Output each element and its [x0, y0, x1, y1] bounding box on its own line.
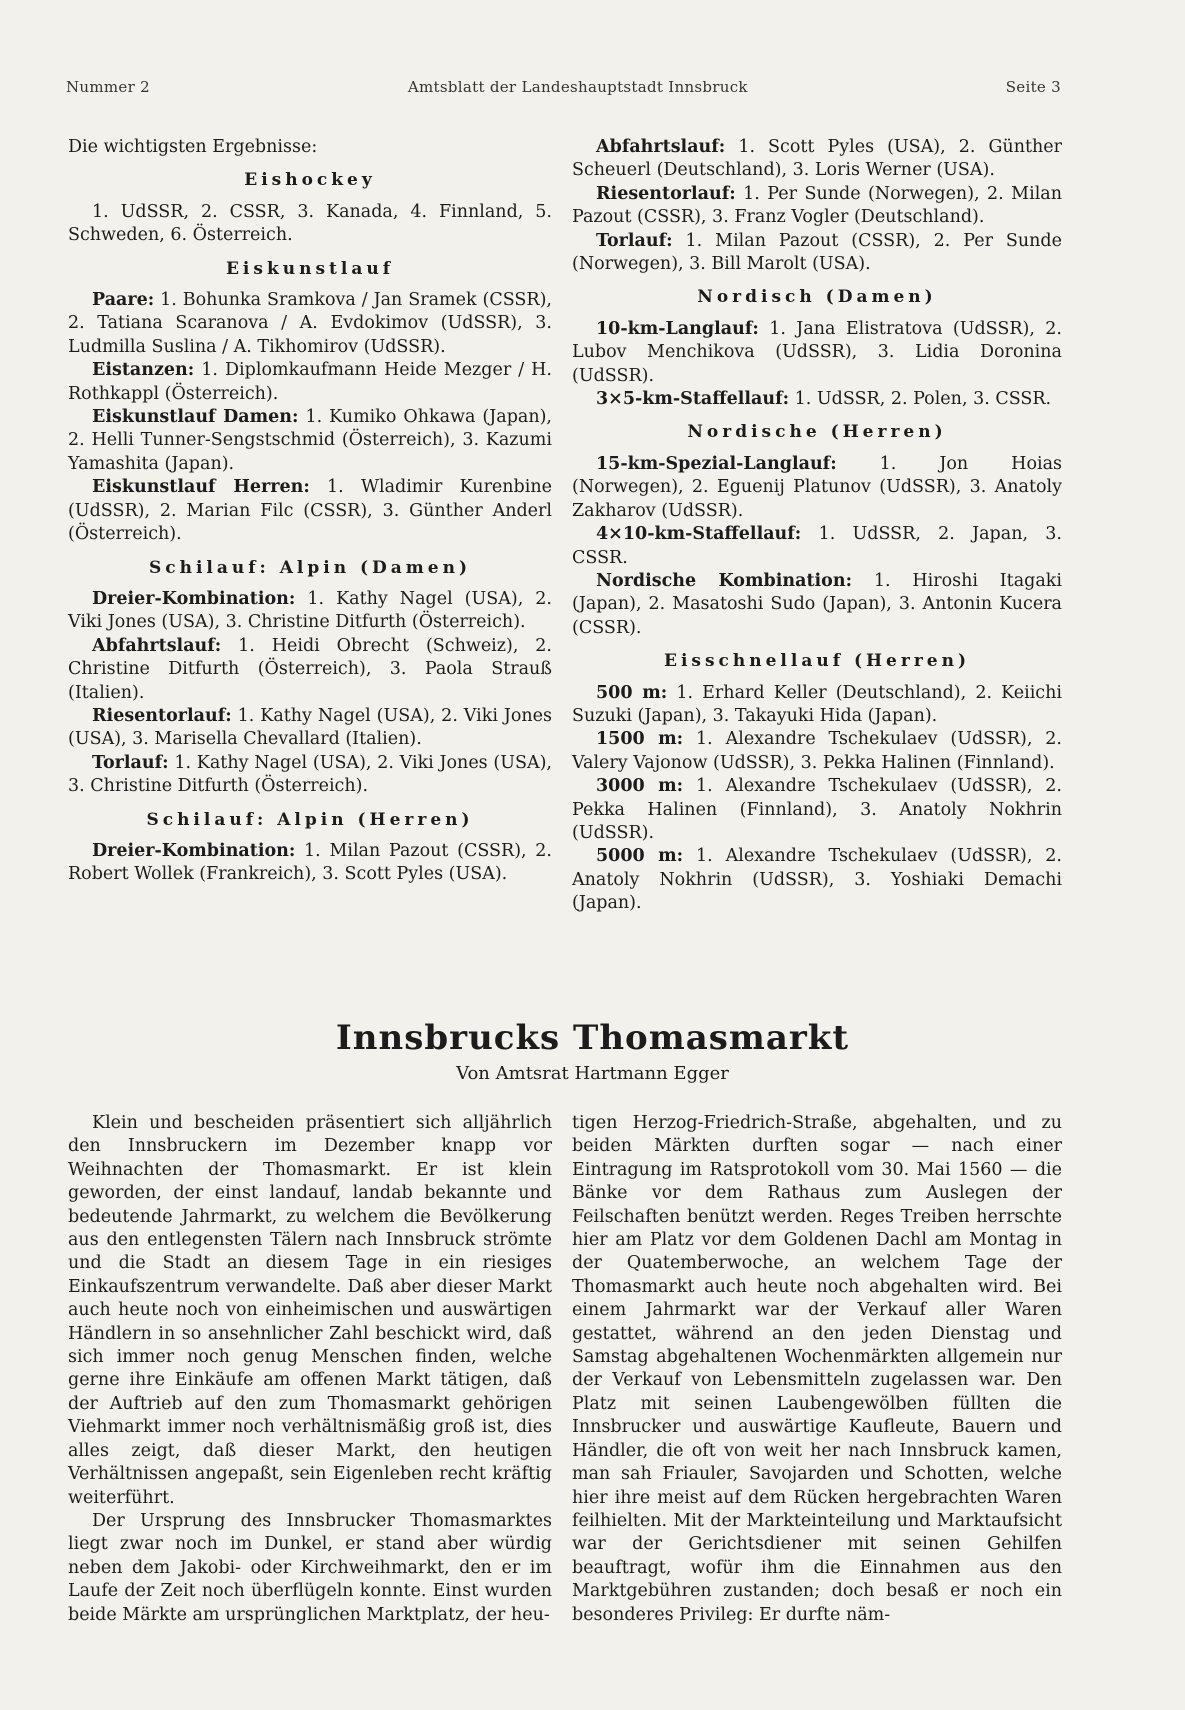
result-entry: 4×10-km-Staffellauf: 1. UdSSR, 2. Japan, 3. CSSR.: [572, 524, 1062, 568]
results-column-right: [572, 136, 1062, 916]
section-heading-nordisch-damen: Nordisch (Damen): [697, 287, 937, 308]
running-header: [66, 78, 1061, 96]
result-entry: Abfahrtslauf: 1. Scott Pyles (USA), 2. Günther Scheuerl (Deutschland), 3. Loris Werner (USA).: [572, 137, 1062, 181]
article-column-left: [68, 1112, 552, 1627]
result-entry: 3000 m: 1. Alexandre Tschekulaev (UdSSR), 2. Pekka Halinen (Finnland), 3. Anatoly Nokhrin (UdSSR).: [572, 776, 1062, 843]
results-column-left: [68, 136, 552, 887]
page-number: Seite 3: [1005, 78, 1061, 96]
section-heading-eishockey: Eishockey: [244, 170, 376, 191]
article-title: Innsbrucks Thomasmarkt: [335, 1018, 850, 1058]
result-entry: Torlauf: 1. Kathy Nagel (USA), 2. Viki Jones (USA), 3. Christine Ditfurth (Österreich).: [68, 752, 552, 797]
result-entry: Dreier-Kombination: 1. Milan Pazout (CSSR), 2. Robert Wollek (Frankreich), 3. Scott Pyles (USA).: [68, 840, 552, 885]
section-heading-eiskunstlauf: Eiskunstlauf: [225, 258, 395, 279]
article-column-right: [572, 1112, 1062, 1627]
result-entry: 10-km-Langlauf: 1. Jana Elistratova (UdSSR), 2. Lubov Menchikova (UdSSR), 3. Lidia Doronina (UdSSR).: [572, 318, 1062, 386]
result-entry: 1500 m: 1. Alexandre Tschekulaev (UdSSR), 2. Valery Vajonow (UdSSR), 3. Pekka Halinen (Finnland).: [572, 729, 1062, 773]
result-entry: Abfahrtslauf: 1. Heidi Obrecht (Schweiz), 2. Christine Ditfurth (Österreich), 3. Paola Strauß (Italien).: [68, 635, 552, 703]
result-entry: 15-km-Spezial-Langlauf: 1. Jon Hoias (Norwegen), 2. Eguenij Platunov (UdSSR), 3. Anatoly Zakharov (UdSSR).: [572, 453, 1062, 521]
result-entry: Dreier-Kombination: 1. Kathy Nagel (USA), 2. Viki Jones (USA), 3. Christine Ditfurth (Österreich).: [68, 588, 552, 633]
results-intro: Die wichtigsten Ergebnisse:: [68, 137, 318, 157]
article-byline: Von Amtsrat Hartmann Egger: [456, 1063, 729, 1084]
result-entry: 5000 m: 1. Alexandre Tschekulaev (UdSSR), 2. Anatoly Nokhrin (UdSSR), 3. Yoshiaki Demachi (Japan).: [572, 846, 1062, 914]
result-entry: Eiskunstlauf Damen: 1. Kumiko Ohkawa (Japan), 2. Helli Tunner-Sengstschmid (Österreich), 3. Kazumi Yamashita (Japan).: [68, 407, 552, 474]
result-entry: Eiskunstlauf Herren: 1. Wladimir Kurenbine (UdSSR), 2. Marian Filc (CSSR), 3. Günther Anderl (Österreich).: [68, 477, 552, 545]
section-heading-alpin-damen: Schilauf: Alpin (Damen): [148, 557, 472, 578]
result-entry: Riesentorlauf: 1. Per Sunde (Norwegen), 2. Milan Pazout (CSSR), 3. Franz Vogler (Deutschland).: [572, 183, 1062, 228]
section-heading-alpin-herren: Schilauf: Alpin (Herren): [146, 809, 474, 830]
result-entry: 3×5-km-Staffellauf: 1. UdSSR, 2. Polen, 3. CSSR.: [596, 389, 1052, 410]
result-entry: Torlauf: 1. Milan Pazout (CSSR), 2. Per Sunde (Norwegen), 3. Bill Marolt (USA).: [572, 230, 1062, 275]
section-heading-nordisch-herren: Nordische (Herren): [687, 422, 947, 443]
result-entry: Nordische Kombination: 1. Hiroshi Itagaki (Japan), 2. Masatoshi Sudo (Japan), 3. Antonin Kucera (CSSR).: [572, 570, 1062, 638]
publication-title: Amtsblatt der Landeshauptstadt Innsbruck: [407, 78, 748, 96]
article-paragraph: tigen Herzog-Friedrich-Straße, abgehalten, und zu beiden Märkten durften sogar — nach einer Eintragung im Ratsprotokoll vom 30. Mai 1560 — die Bänke vor dem Rathaus zum Auslegen der Feilschaften benützt werden. Reges Treiben herrschte hier am Platz vor dem Goldenen Dachl am Montag in der Quatemberwoche, an welchem Tage der Thomasmarkt auch heute noch abgehalten wird. Bei einem Jahrmarkt war der Verkauf aller Waren gestattet, während an den jeden Dienstag und Samstag abgehaltenen Wochenmärkten allgemein nur der Verkauf von Lebensmitteln zugelassen war. Den Platz mit seinen Laubengewölben füllten die Innsbrucker und auswärtige Kaufleute, Bauern und Händler, die oft von weit her nach Innsbruck kamen, man sah Friauler, Savojarden und Schotten, welche hier ihre meist auf dem Rücken hergebrachten Waren feilhielten. Mit der Markteinteilung und Marktaufsicht war der Gerichtsdiener mit seinen Gehilfen beauftragt, wofür ihm die Einnahmen aus den Marktgebühren zustanden; doch besaß er noch ein besonderes Privileg: Er durfte näm-: [572, 1113, 1062, 1625]
result-entry: Paare: 1. Bohunka Sramkova / Jan Sramek (CSSR), 2. Tatiana Scaranova / A. Evdokimov (UdSSR), 3. Ludmilla Suslina / A. Tikhomirov (UdSSR).: [68, 290, 552, 357]
result-entry: Eistanzen: 1. Diplomkaufmann Heide Mezger / H. Rothkappl (Österreich).: [68, 360, 552, 404]
section-heading-eisschnelllauf: Eisschnellauf (Herren): [663, 651, 971, 672]
article-paragraph: Der Ursprung des Innsbrucker Thomasmarktes liegt zwar noch im Dunkel, er stand aber würdig neben dem Jakobi- oder Kirchweihmarkt, den er im Laufe der Zeit noch überflügeln konnte. Einst wurden beide Märkte am ursprünglichen Marktplatz, der heu-: [68, 1510, 552, 1625]
eishockey-results: 1. UdSSR, 2. CSSR, 3. Kanada, 4. Finnland, 5. Schweden, 6. Österreich.: [68, 201, 552, 246]
result-entry: Riesentorlauf: 1. Kathy Nagel (USA), 2. Viki Jones (USA), 3. Marisella Chevallard (Italien).: [68, 705, 552, 750]
article-paragraph: Klein und bescheiden präsentiert sich alljährlich den Innsbruckern im Dezember knapp vor Weihnachten der Thomasmarkt. Er ist klein geworden, der einst landauf, landab bekannte und bedeutende Jahrmarkt, zu welchem die Bevölkerung aus den entlegensten Tälern nach Innsbruck strömte und die Stadt an diesem Tage in ein riesiges Einkaufszentrum verwandelte. Daß aber dieser Markt auch heute noch von einheimischen und auswärtigen Händlern in so ansehnlicher Zahl beschickt wird, daß sich immer noch genug Menschen finden, welche gerne ihre Einkäufe am offenen Markt tätigen, daß der Auftrieb auf den zum Thomasmarkt gehörigen Viehmarkt immer noch verhältnismäßig groß ist, dies alles zeigt, daß dieser Markt, den heutigen Verhältnissen angepaßt, sein Eigenleben recht kräftig weiterführt.: [68, 1113, 552, 1508]
issue-number: Nummer 2: [66, 78, 150, 96]
result-entry: 500 m: 1. Erhard Keller (Deutschland), 2. Keiichi Suzuki (Japan), 3. Takayuki Hida (Japan).: [572, 682, 1062, 726]
